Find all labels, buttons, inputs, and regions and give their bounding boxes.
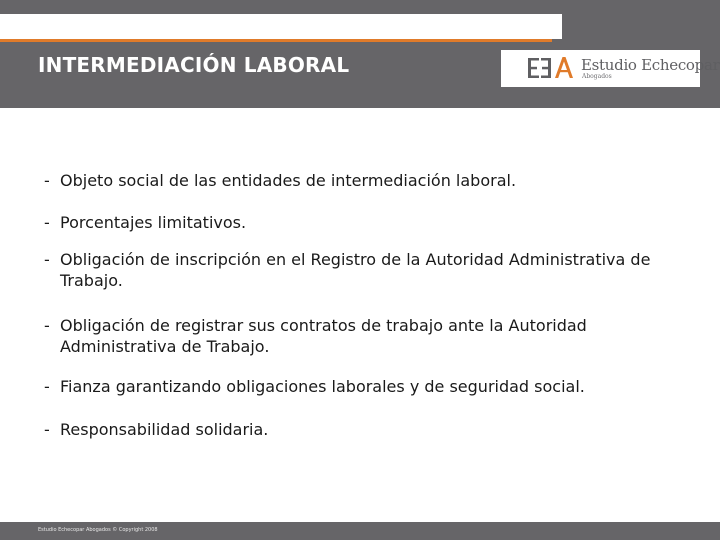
bullet-dash: - <box>44 316 50 335</box>
logo-subtitle: Abogados <box>582 73 612 80</box>
bullet-dash: - <box>44 420 50 439</box>
list-item <box>44 376 704 397</box>
header-band <box>0 0 720 108</box>
bullet-text: Porcentajes limitativos. <box>60 213 247 232</box>
list-item <box>44 419 704 440</box>
bullet-dash: - <box>44 171 50 190</box>
bullet-list <box>44 170 704 440</box>
header-accent-line <box>0 39 552 42</box>
header-top-bar <box>0 14 562 39</box>
bullet-dash: - <box>44 213 50 232</box>
bullet-text: Fianza garantizando obligaciones laborales y de seguridad social. <box>60 377 585 396</box>
copyright-text: Estudio Echecopar Abogados © Copyright 2008 <box>38 527 158 533</box>
bullet-dash: - <box>44 250 50 269</box>
bullet-dash: - <box>44 377 50 396</box>
bullet-text: Obligación de inscripción en el Registro de la Autoridad Administrativa de Trabajo. <box>60 250 651 290</box>
bullet-text: Objeto social de las entidades de intermediación laboral. <box>60 171 517 190</box>
list-item <box>44 315 704 357</box>
footer-band <box>0 522 720 540</box>
bullet-text: Obligación de registrar sus contratos de trabajo ante la Autoridad Administrativa de Trabajo. <box>60 316 587 356</box>
firm-logo <box>501 50 720 87</box>
logo-name: Estudio Echecopar <box>581 56 720 74</box>
slide-title: INTERMEDIACIÓN LABORAL <box>38 53 350 77</box>
list-item <box>44 249 704 291</box>
list-item <box>44 170 704 191</box>
list-item <box>44 212 704 233</box>
logo-mark-icon <box>526 55 576 81</box>
bullet-text: Responsabilidad solidaria. <box>60 420 269 439</box>
